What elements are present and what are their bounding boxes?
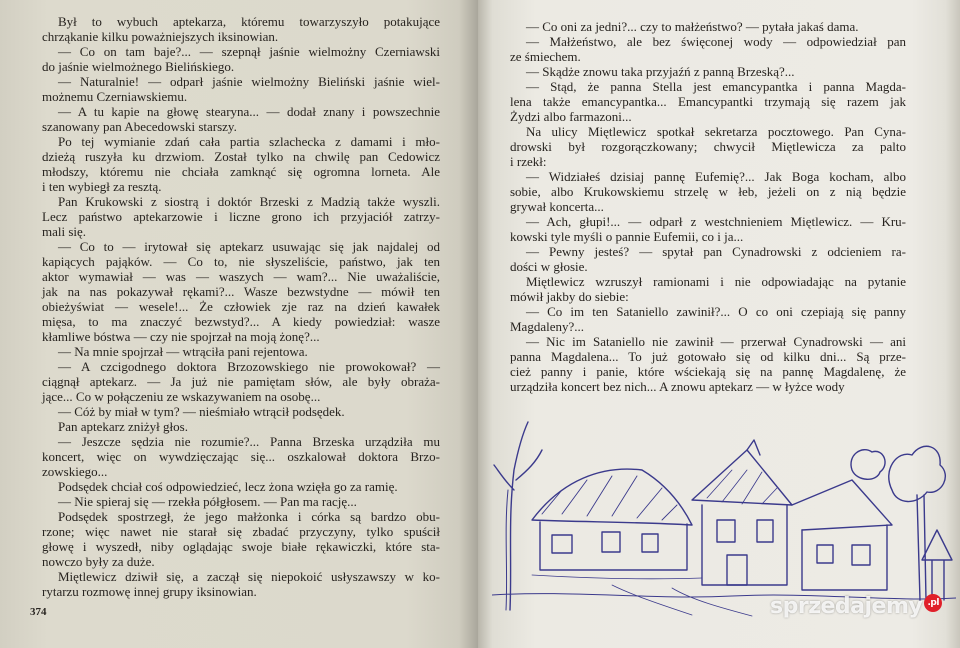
text-line: — Stąd, że panna Stella jest emancypantka i panna Magda- [526,79,906,94]
text-line: sobie, albo Krukowskiemu strzelę w łeb, jeżeli on z nią będzie [510,184,906,199]
watermark [770,594,942,619]
text-line: — A tu kapie na głowę stearyna... — dodał znany i powszechnie [58,104,440,119]
text-line: Lecz państwo aptekarzowie i liczne grono ich przyjaciół zatrzy- [42,209,440,224]
text-line: mięsa, to ma znaczyć bezwstyd?... A kiedy powiedział: wasze [42,314,440,329]
text-line: — Widziałeś dzisiaj pannę Eufemię?... Jak Boga kocham, albo [526,169,906,184]
text-line: kowski tyle myśli o pannie Eufemii, co i ja... [510,229,744,244]
text-line: — Małżeństwo, ale bez święconej wody — odpowiedział pan [526,34,906,49]
right-page [478,0,960,648]
paragraph [510,79,906,124]
village-illustration [492,410,956,620]
text-line: nowczo były za duże. [42,554,155,569]
text-line: mali się. [42,224,87,239]
paragraph [510,244,906,274]
left-page-text [42,14,440,599]
text-line: kłamliwe bóstwa — czy nie spojrzał na moją żonę?... [42,329,320,344]
cottage-left [532,469,702,579]
text-line: panna Magdalena... To już gotowało się od kilku dni... Są prze- [510,349,906,364]
text-line: cież panny i panie, które wściekają się na pannę Magdalenę, że [510,364,906,379]
paragraph [42,569,440,599]
paragraph [42,14,440,44]
text-line: kapiących pająków. — Co to, nie słyszeliście, państwo, jak ten [42,254,440,269]
text-line: — Co im ten Sataniello zawinił?... O co oni czepiają się panny [526,304,906,319]
paragraph [510,64,906,79]
paragraph [42,359,440,404]
text-line: dzieżą ruszyła ku drzwiom. Został tylko na chwilę pan Cedowicz [42,149,440,164]
text-line: zowskiego... [42,464,108,479]
text-line: głowę i wyszedł, niby oglądając swoje białe rękawiczki, które sta- [42,539,440,554]
text-line: — Skądże znowu taka przyjaźń z panną Brzeską?... [526,64,795,79]
paragraph [42,194,440,239]
paragraph [510,334,906,394]
text-line: grywał koncerta... [510,199,604,214]
text-line: — Na mnie spojrzał — wtrąciła pani rejentowa. [58,344,308,359]
paragraph [42,479,440,494]
text-line: — Co oni za jedni?... czy to małżeństwo? — pytała jakaś dama. [526,19,859,34]
text-line: rytarzu rozmowę innej grupy iksinowian. [42,584,257,599]
text-line: aktor wymawiał — was — waszych — wam?... Nie uważaliście, [42,269,440,284]
text-line: — Pewny jesteś? — spytał pan Cynadrowski z odcieniem ra- [526,244,906,259]
text-line: Na ulicy Miętlewicz spotkał sekretarza pocztowego. Pan Cyna- [526,124,906,139]
text-line: — Naturalnie! — odparł jaśnie wielmożny Bieliński jaśnie wiel- [58,74,440,89]
watermark-badge: .pl [924,594,942,612]
page-number: 374 [30,606,47,618]
text-line: Pan aptekarz zniżył głos. [58,419,188,434]
text-line: Podsędek chciał coś odpowiedzieć, lecz żona wzięła go za ramię. [58,479,398,494]
text-line: dości w głosie. [510,259,588,274]
paragraph [510,124,906,169]
text-line: — Co on tam baje?... — szepnął jaśnie wielmożny Czerniawski [58,44,440,59]
left-page [0,0,478,648]
text-line: Pan Krukowski z siostrą i doktór Brzeski z Madzią także wyszli. [58,194,440,209]
text-line: — Cóż by miał w tym? — nieśmiało wtrącił podsędek. [58,404,345,419]
right-page-text [510,19,906,394]
text-line: Magdaleny?... [510,319,585,334]
text-line: urządziła koncert bez nich... A znowu aptekarz — w łyżce wody [510,379,845,394]
paragraph [42,104,440,134]
paragraph [510,34,906,64]
text-line: Po tej wymianie zdań cała partia szlachecka z damami i mło- [58,134,440,149]
text-line: chrząkanie kilku poważniejszych iksinowian. [42,29,279,44]
paragraph [42,134,440,194]
text-line: obieżyświat — wesele!... Że człowiek zje raz na dzień kawałek [42,299,440,314]
paragraph [42,509,440,569]
paragraph [510,304,906,334]
text-line: — Nic im Sataniello nie zawinił — przerwał Cynadrowski — ani [526,334,906,349]
paragraph [510,214,906,244]
text-line: — Nie spieraj się — rzekła półgłosem. — Pan ma rację... [58,494,357,509]
text-line: jak na nas pokazywał rękami?... Wasze bezwstydne — mówił ten [42,284,440,299]
text-line: — Ach, głupi!... — odparł z westchnieniem Miętlewicz. — Kru- [526,214,906,229]
text-line: Podsędek spostrzegł, że jego małżonka i córka są bardzo obu- [58,509,440,524]
paragraph [42,344,440,359]
text-line: Miętlewicz dziwił się, a zaczął się niepokoić usłyszawszy w ko- [58,569,440,584]
text-line: szanowany pan Abecedowski starszy. [42,119,237,134]
text-line: koncert, więc on wywdzięczając się... oszkalował doktora Brzo- [42,449,440,464]
text-line: — Jeszcze sędzia nie rozumie?... Panna Brzeska urządziła mu [58,434,440,449]
paragraph [42,494,440,509]
paragraph [42,44,440,74]
paragraph [42,419,440,434]
text-line: do jaśnie wielmożnego Bielińskiego. [42,59,235,74]
paragraph [42,74,440,104]
text-line: Miętlewicz wzruszył ramionami i nie odpowiadając na pytanie [526,274,906,289]
text-line: — A czcigodnego doktora Brzozowskiego nie prowokował? — [58,359,440,374]
text-line: Żydzi albo farmazoni... [510,109,632,124]
text-line: mówił jakby do siebie: [510,289,629,304]
watermark-text: sprzedajemy [770,594,923,619]
text-line: ze śmiechem. [510,49,581,64]
text-line: rzone; więc nawet nie starał się zbadać przyczyny, tylko spuścił [42,524,440,539]
house-center [692,440,892,590]
text-line: możnemu Czerniawskiemu. [42,89,188,104]
text-line: ciągnął aptekarz. — Ja już nie pamiętam słów, ale były obraża- [42,374,440,389]
paragraph [42,239,440,344]
text-line: drowski był rozgorączkowany; chwycił Miętlewicza za palto [510,139,906,154]
text-line: lena także emancypantka... Emancypantki trzymają się razem jak [510,94,906,109]
paragraph [510,169,906,214]
paragraph [510,274,906,304]
text-line: — Co to — irytował się aptekarz usuwając się jak najdalej od [58,239,440,254]
paragraph [510,19,906,34]
text-line: i rzekł: [510,154,547,169]
paragraph [42,404,440,419]
text-line: Był to wybuch aptekarza, któremu towarzyszyło potakujące [58,14,440,29]
paragraph [42,434,440,479]
text-line: i ten wybiegł za resztą. [42,179,162,194]
text-line: jące... Co w połączeniu ze wskazywaniem na osobę... [42,389,321,404]
trees-right [851,446,952,600]
text-line: młodszy, któremu nie chciała zamknąć się ogromna lorneta. Ale [42,164,440,179]
